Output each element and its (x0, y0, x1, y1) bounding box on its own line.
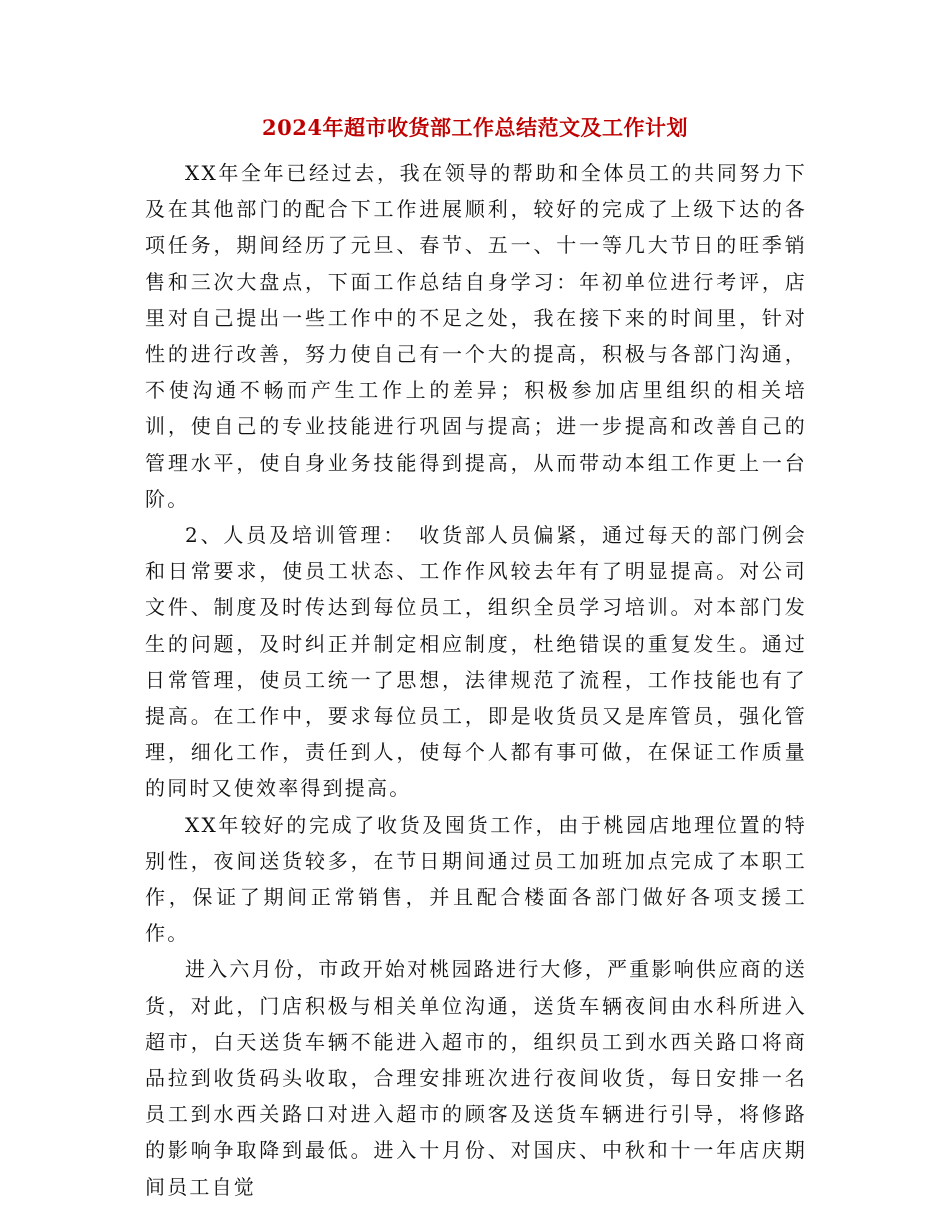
document-title: 2024年超市收货部工作总结范文及工作计划 (262, 115, 688, 140)
paragraph: XX年较好的完成了收货及囤货工作，由于桃园店地理位置的特别性，夜间送货较多，在节日期间通过员工加班加点完成了本职工作，保证了期间正常销售，并且配合楼面各部门做好各项支援工作。 (145, 812, 807, 946)
paragraph: XX年全年已经过去，我在领导的帮助和全体员工的共同努力下及在其他部门的配合下工作进展顺利，较好的完成了上级下达的各项任务，期间经历了元旦、春节、五一、十一等几大节日的旺季销售和三次大盘点，下面工作总结自身学习：年初单位进行考评，店里对自己提出一些工作中的不足之处，我在接下来的时间里，针对性的进行改善，努力使自己有一个大的提高，积极与各部门沟通，不使沟通不畅而产生工作上的差异；积极参加店里组织的相关培训，使自己的专业技能进行巩固与提高；进一步提高和改善自己的管理水平，使自身业务技能得到提高，从而带动本组工作更上一台阶。 (145, 161, 807, 511)
paragraph: 2、人员及培训管理： 收货部人员偏紧，通过每天的部门例会和日常要求，使员工状态、工作作风较去年有了明显提高。对公司文件、制度及时传达到每位员工，组织全员学习培训。对本部门发生的问题，及时纠正并制定相应制度，杜绝错误的重复发生。通过日常管理，使员工统一了思想，法律规范了流程，工作技能也有了提高。在工作中，要求每位员工，即是收货员又是库管员，强化管理，细化工作，责任到人，使每个人都有事可做，在保证工作质量的同时又使效率得到提高。 (145, 523, 807, 801)
document-body (145, 155, 807, 1205)
paragraph: 进入六月份，市政开始对桃园路进行大修，严重影响供应商的送货，对此，门店积极与相关单位沟通，送货车辆夜间由水科所进入超市，白天送货车辆不能进入超市的，组织员工到水西关路口将商品拉到收货码头收取，合理安排班次进行夜间收货，每日安排一名员工到水西关路口对进入超市的顾客及送货车辆进行引导，将修路的影响争取降到最低。进入十月份、对国庆、中秋和十一年店庆期间员工自觉 (145, 957, 807, 1199)
